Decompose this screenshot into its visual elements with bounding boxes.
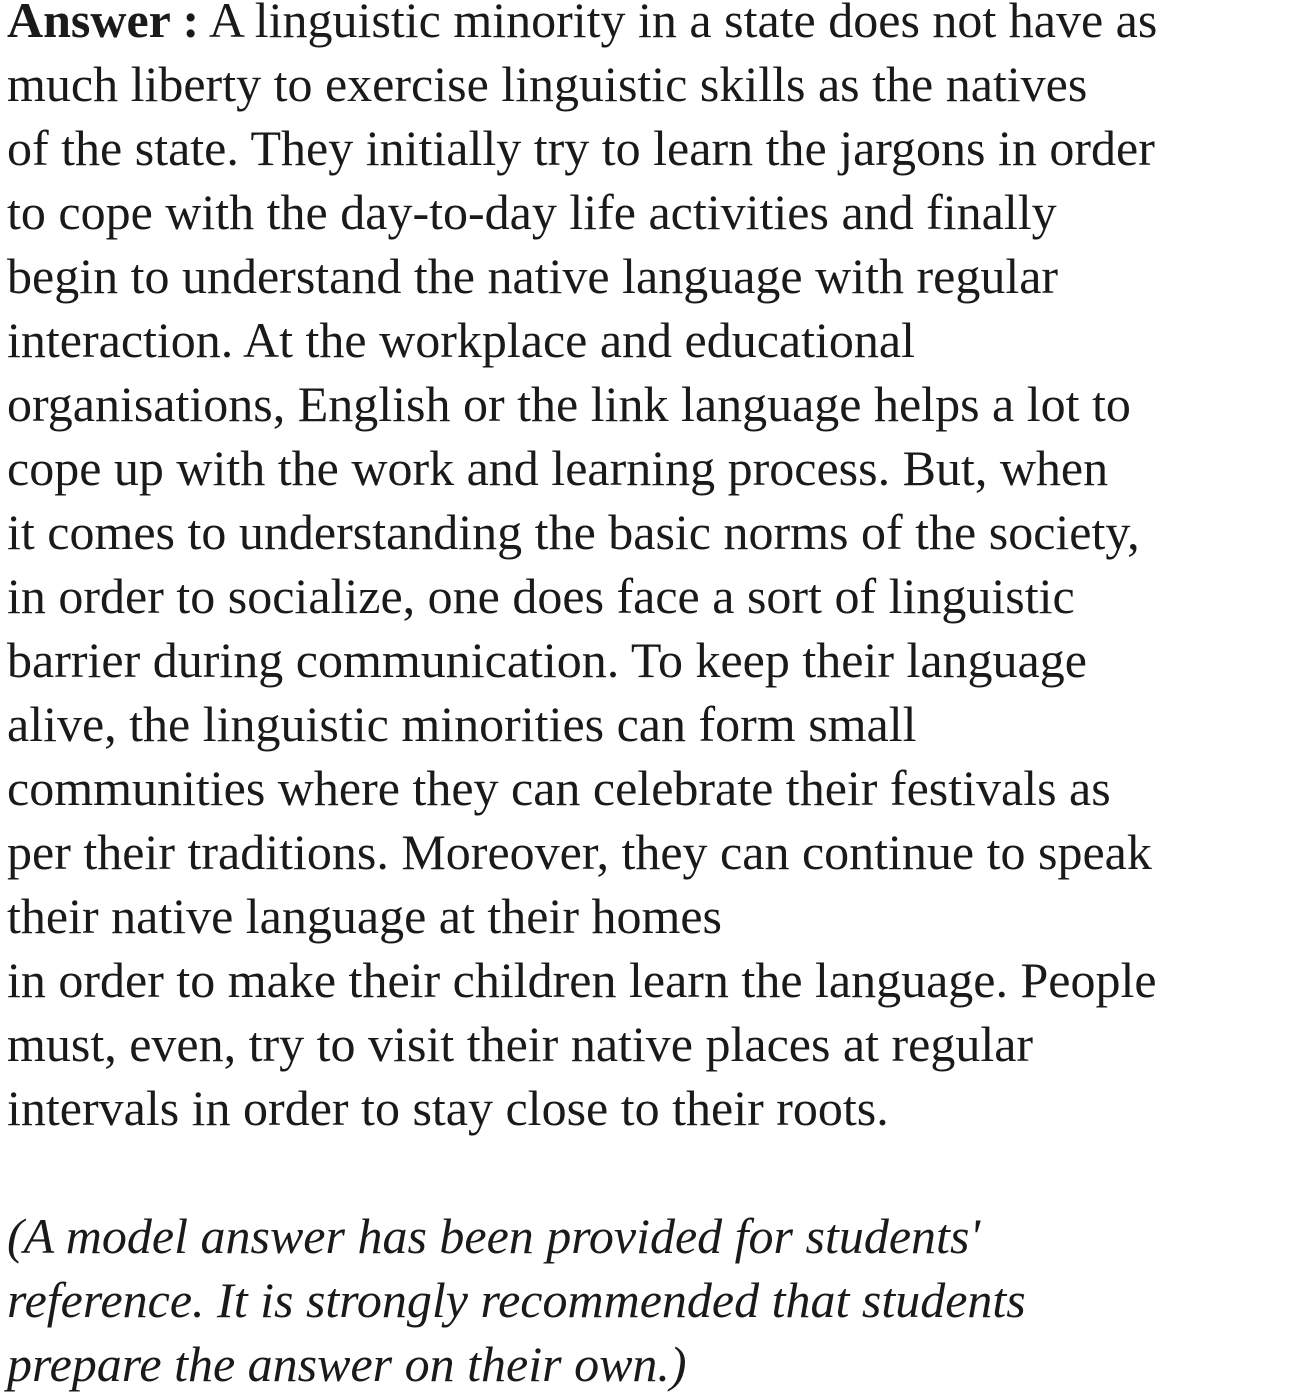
answer-line <box>7 0 1290 52</box>
answer-line: in order to socialize, one does face a sort of linguistic <box>7 568 1075 624</box>
answer-line: communities where they can celebrate their festivals as <box>7 760 1111 816</box>
answer-line: of the state. They initially try to learn the jargons in order <box>7 120 1155 176</box>
answer-line: interaction. At the workplace and educational <box>7 312 915 368</box>
answer-line: in order to make their children learn the language. People <box>7 952 1157 1008</box>
answer-line: per their traditions. Moreover, they can continue to speak <box>7 824 1152 880</box>
model-answer-note <box>7 1204 1290 1396</box>
note-line: reference. It is strongly recommended that students <box>7 1272 1026 1328</box>
answer-line-text: A linguistic minority in a state does not have as <box>199 0 1158 48</box>
answer-line: it comes to understanding the basic norms of the society, <box>7 504 1140 560</box>
answer-line: much liberty to exercise linguistic skills as the natives <box>7 56 1088 112</box>
answer-line: barrier during communication. To keep their language <box>7 632 1087 688</box>
answer-label: Answer : <box>7 0 200 48</box>
answer-paragraph <box>7 0 1290 1140</box>
answer-line: begin to understand the native language with regular <box>7 248 1059 304</box>
answer-line: cope up with the work and learning process. But, when <box>7 440 1109 496</box>
answer-line: intervals in order to stay close to their roots. <box>7 1080 889 1136</box>
note-line: (A model answer has been provided for students' <box>7 1208 981 1264</box>
answer-line: their native language at their homes <box>7 888 723 944</box>
note-line: prepare the answer on their own.) <box>7 1336 687 1392</box>
document-page <box>7 0 1290 1396</box>
answer-line: must, even, try to visit their native places at regular <box>7 1016 1034 1072</box>
answer-line: alive, the linguistic minorities can form small <box>7 696 917 752</box>
answer-line: organisations, English or the link language helps a lot to <box>7 376 1131 432</box>
answer-line: to cope with the day-to-day life activities and finally <box>7 184 1057 240</box>
